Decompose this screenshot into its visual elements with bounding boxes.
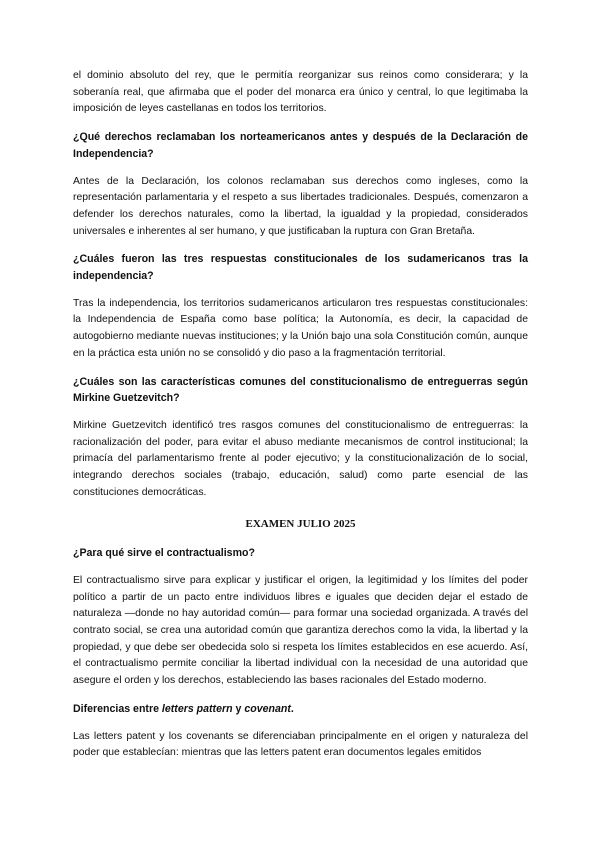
question-suffix: .	[290, 702, 294, 715]
answer-letters-covenant: Las letters patent y los covenants se diferenciaban principalmente en el origen y naturaleza del poder que establecían: mientras que las letters patent eran documentos legales emitidos	[73, 730, 528, 759]
document-page	[73, 68, 528, 762]
question-prefix: Diferencias entre	[73, 702, 162, 715]
question-respuestas-sudamericanas: ¿Cuáles fueron las tres respuestas constitucionales de los sudamericanos tras la independencia?	[73, 253, 528, 283]
question-constitucionalismo-entreguerras: ¿Cuáles son las características comunes del constitucionalismo de entreguerras según Mirkine Guetzevitch?	[73, 375, 528, 405]
paragraph-continuation: el dominio absoluto del rey, que le permitía reorganizar sus reinos como considerara; y la soberanía real, que afirmaba que el poder del monarca era único y central, lo que legitimaba la imposición de leyes castellanas en todos los territorios.	[73, 70, 528, 115]
question-declaracion-independencia: ¿Qué derechos reclamaban los norteamericanos antes y después de la Declaración de Independencia?	[73, 131, 528, 160]
question-letters-covenant	[73, 701, 528, 718]
question-contractualismo: ¿Para qué sirve el contractualismo?	[73, 547, 255, 560]
section-heading-examen: EXAMEN JULIO 2025	[245, 518, 356, 531]
answer-constitucionalismo-entreguerras: Mirkine Guetzevitch identificó tres rasgos comunes del constitucionalismo de entreguerras: la racionalización del poder, para evitar el abuso mediante mecanismos de control institucional; la primacía del parlamentarismo frente al poder ejecutivo; y la constitucionalización de lo social, integrando derechos sociales (trabajo, educación, salud) como parte esencial de las constituciones democráticas.	[73, 419, 528, 498]
answer-respuestas-sudamericanas: Tras la independencia, los territorios sudamericanos articularon tres respuestas constitucionales: la Independencia de España como base política; la Autonomía, es decir, la capacidad de autogobierno mediante nuevas instituciones; y la Unión bajo una sola Constitución común, aunque en la práctica esta unión no se consolidó y dio paso a la fragmentación territorial.	[73, 297, 528, 359]
term-covenant: covenant	[244, 702, 291, 715]
answer-declaracion-independencia: Antes de la Declaración, los colonos reclamaban sus derechos como ingleses, como la representación parlamentaria y el respeto a sus libertades tradicionales. Después, comenzaron a defender los derechos naturales, como la libertad, la igualdad y la propiedad, considerados universales e inherentes al ser humano, y que justificaban la ruptura con Gran Bretaña.	[73, 175, 528, 237]
term-letters-pattern: letters pattern	[161, 702, 233, 715]
answer-contractualismo: El contractualismo sirve para explicar y justificar el origen, la legitimidad y los límites del poder político a partir de un pacto entre individuos libres e iguales que deciden dejar el estado de naturaleza —donde no hay autoridad común— para formar una sociedad organizada. A través del contrato social, se crea una autoridad común que garantiza derechos como la vida, la libertad y la propiedad, y que debe ser obedecida solo si respeta los límites establecidos en ese acuerdo. Así, el contractualismo permite conciliar la libertad individual con la necesidad de una autoridad que asegure el orden y los derechos, estableciendo las bases racionales del Estado moderno.	[73, 574, 528, 687]
question-connector: y	[232, 702, 245, 715]
